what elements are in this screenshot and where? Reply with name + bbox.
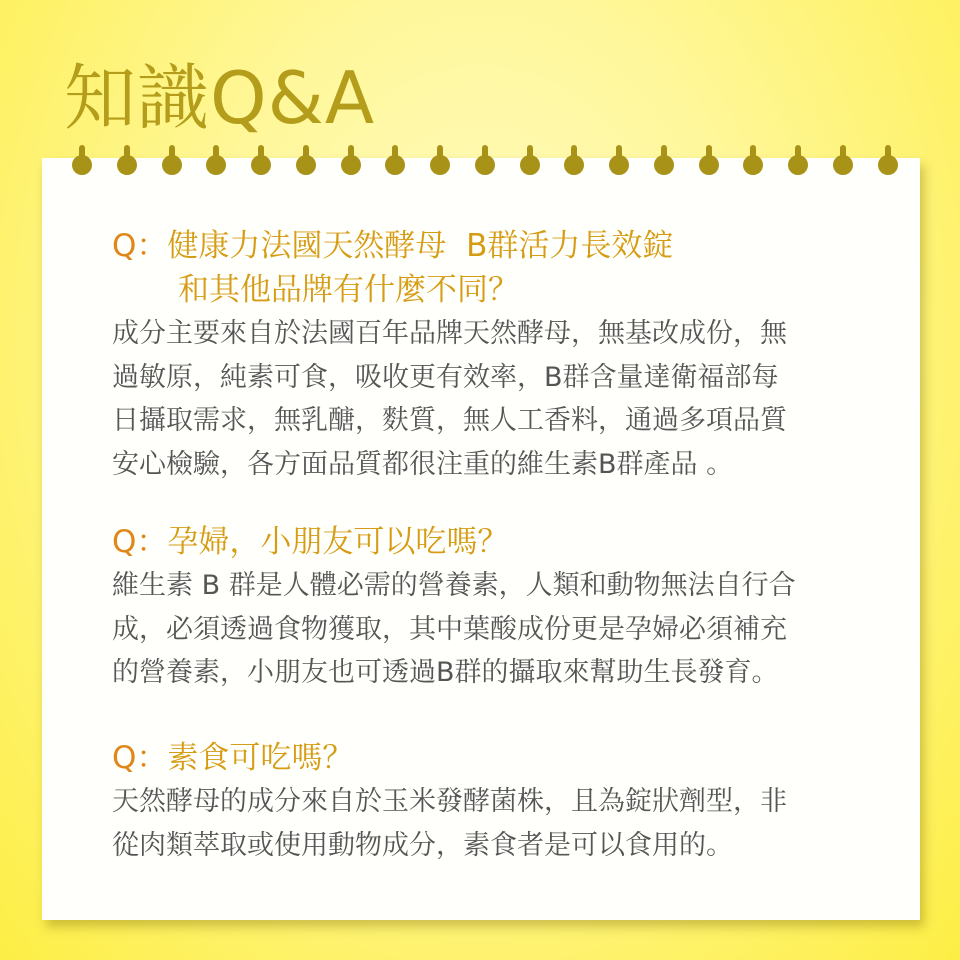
ring-hole-icon xyxy=(520,155,540,175)
qa-item xyxy=(112,736,872,867)
ring-hole-icon xyxy=(72,155,92,175)
question-mark-label: Q： xyxy=(112,228,168,264)
ring-hole-icon xyxy=(296,155,316,175)
answer xyxy=(112,564,872,695)
answer-line: 成，必須透過食物獲取，其中葉酸成份更是孕婦必須補充 xyxy=(112,613,787,645)
question xyxy=(112,736,872,780)
ring-hole-icon xyxy=(385,155,405,175)
ring-hole-icon xyxy=(699,155,719,175)
question xyxy=(112,224,872,312)
ring-hole-icon xyxy=(341,155,361,175)
notepad-card xyxy=(42,158,920,920)
question-line: 和其他品牌有什麼不同？ xyxy=(178,272,519,308)
ring-hole-icon xyxy=(788,155,808,175)
ring-hole-icon xyxy=(609,155,629,175)
answer xyxy=(112,312,872,486)
ring-hole-icon xyxy=(162,155,182,175)
answer-line: 天然酵母的成分來自於玉米發酵菌株，且為錠狀劑型，非 xyxy=(112,786,787,817)
ring-hole-icon xyxy=(564,155,584,175)
answer-line: 過敏原，純素可食，吸收更有效率，B群含量達衛福部每 xyxy=(112,361,779,393)
ring-hole-icon xyxy=(475,155,495,175)
ring-hole-icon xyxy=(878,155,898,175)
ring-hole-icon xyxy=(117,155,137,175)
answer-line: 日攝取需求，無乳醣，麩質，無人工香料，通過多項品質 xyxy=(112,405,787,436)
binder-rings xyxy=(42,158,920,175)
question-line: 健康力法國天然酵母 B群活力長效錠 xyxy=(167,228,674,264)
page-title: 知識Q&A xyxy=(64,56,376,140)
answer-line: 安心檢驗，各方面品質都很注重的維生素B群產品 。 xyxy=(112,448,734,480)
ring-hole-icon xyxy=(833,155,853,175)
answer-line: 的營養素，小朋友也可透過B群的攝取來幫助生長發育。 xyxy=(112,657,779,688)
ring-hole-icon xyxy=(743,155,763,175)
question-line: 孕婦，小朋友可以吃嗎？ xyxy=(167,524,509,560)
ring-hole-icon xyxy=(654,155,674,175)
question-mark-label: Q： xyxy=(112,740,168,776)
qa-item xyxy=(112,520,872,695)
answer-line: 從肉類萃取或使用動物成分，素食者是可以食用的。 xyxy=(112,829,733,861)
answer-line: 維生素 B 群是人體必需的營養素，人類和動物無法自行合 xyxy=(112,570,796,601)
question-mark-label: Q： xyxy=(112,524,168,560)
question-line: 素食可吃嗎？ xyxy=(167,740,354,776)
question xyxy=(112,520,872,564)
answer-line: 成分主要來自於法國百年品牌天然酵母，無基改成份，無 xyxy=(112,318,787,349)
ring-hole-icon xyxy=(251,155,271,175)
answer xyxy=(112,780,872,867)
ring-hole-icon xyxy=(206,155,226,175)
qa-item xyxy=(112,224,872,486)
ring-hole-icon xyxy=(430,155,450,175)
